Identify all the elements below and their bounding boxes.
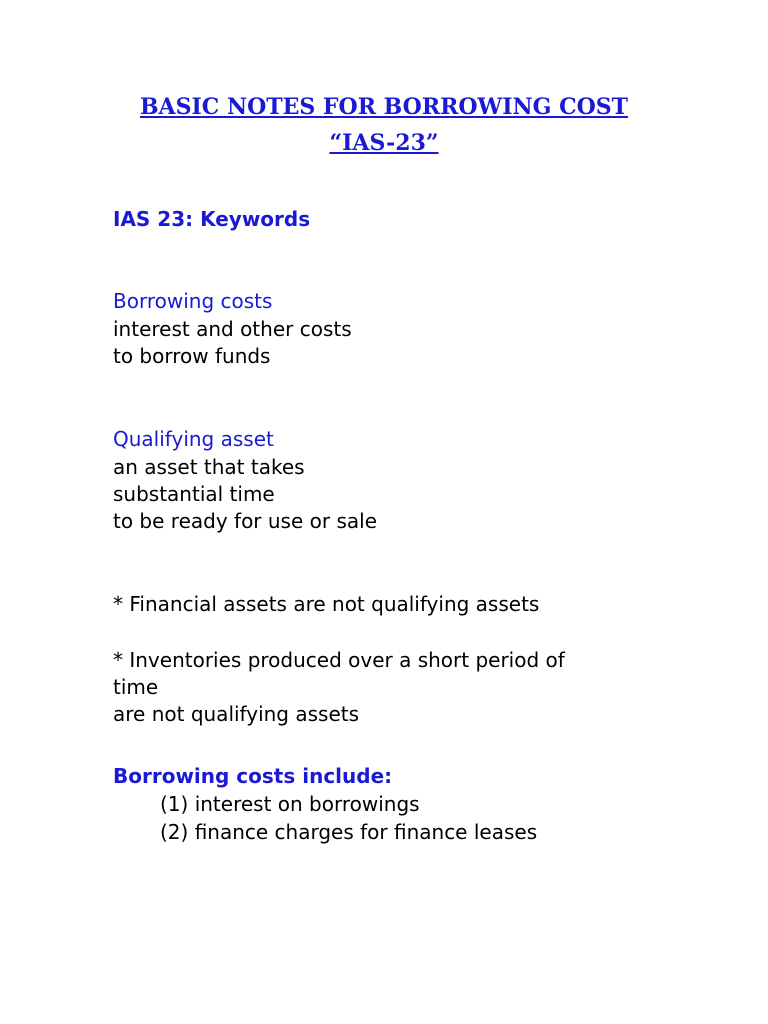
qualifying-asset-definition-line-1: an asset that takes [113, 455, 305, 479]
borrowing-costs-definition-line-2: to borrow funds [113, 344, 271, 368]
note-inventories-line-3: are not qualifying assets [113, 702, 360, 726]
document-title-line-1: BASIC NOTES FOR BORROWING COST [139, 94, 629, 120]
document-title-line-2: “IAS-23” [329, 130, 439, 156]
note-financial-assets: * Financial assets are not qualifying assets [113, 592, 540, 616]
qualifying-asset-definition-line-3: to be ready for use or sale [113, 509, 377, 533]
keywords-heading: IAS 23: Keywords [113, 207, 311, 231]
qualifying-asset-term: Qualifying asset [113, 427, 274, 451]
borrowing-costs-include-item-1: (1) interest on borrowings [160, 792, 420, 816]
note-inventories-line-1: * Inventories produced over a short period of [113, 648, 565, 672]
qualifying-asset-definition-line-2: substantial time [113, 482, 275, 506]
borrowing-costs-definition-line-1: interest and other costs [113, 317, 352, 341]
borrowing-costs-include-item-2: (2) finance charges for finance leases [160, 820, 538, 844]
borrowing-costs-term: Borrowing costs [113, 289, 273, 313]
note-inventories-line-2: time [113, 675, 159, 699]
borrowing-costs-include-heading: Borrowing costs include: [113, 764, 393, 788]
